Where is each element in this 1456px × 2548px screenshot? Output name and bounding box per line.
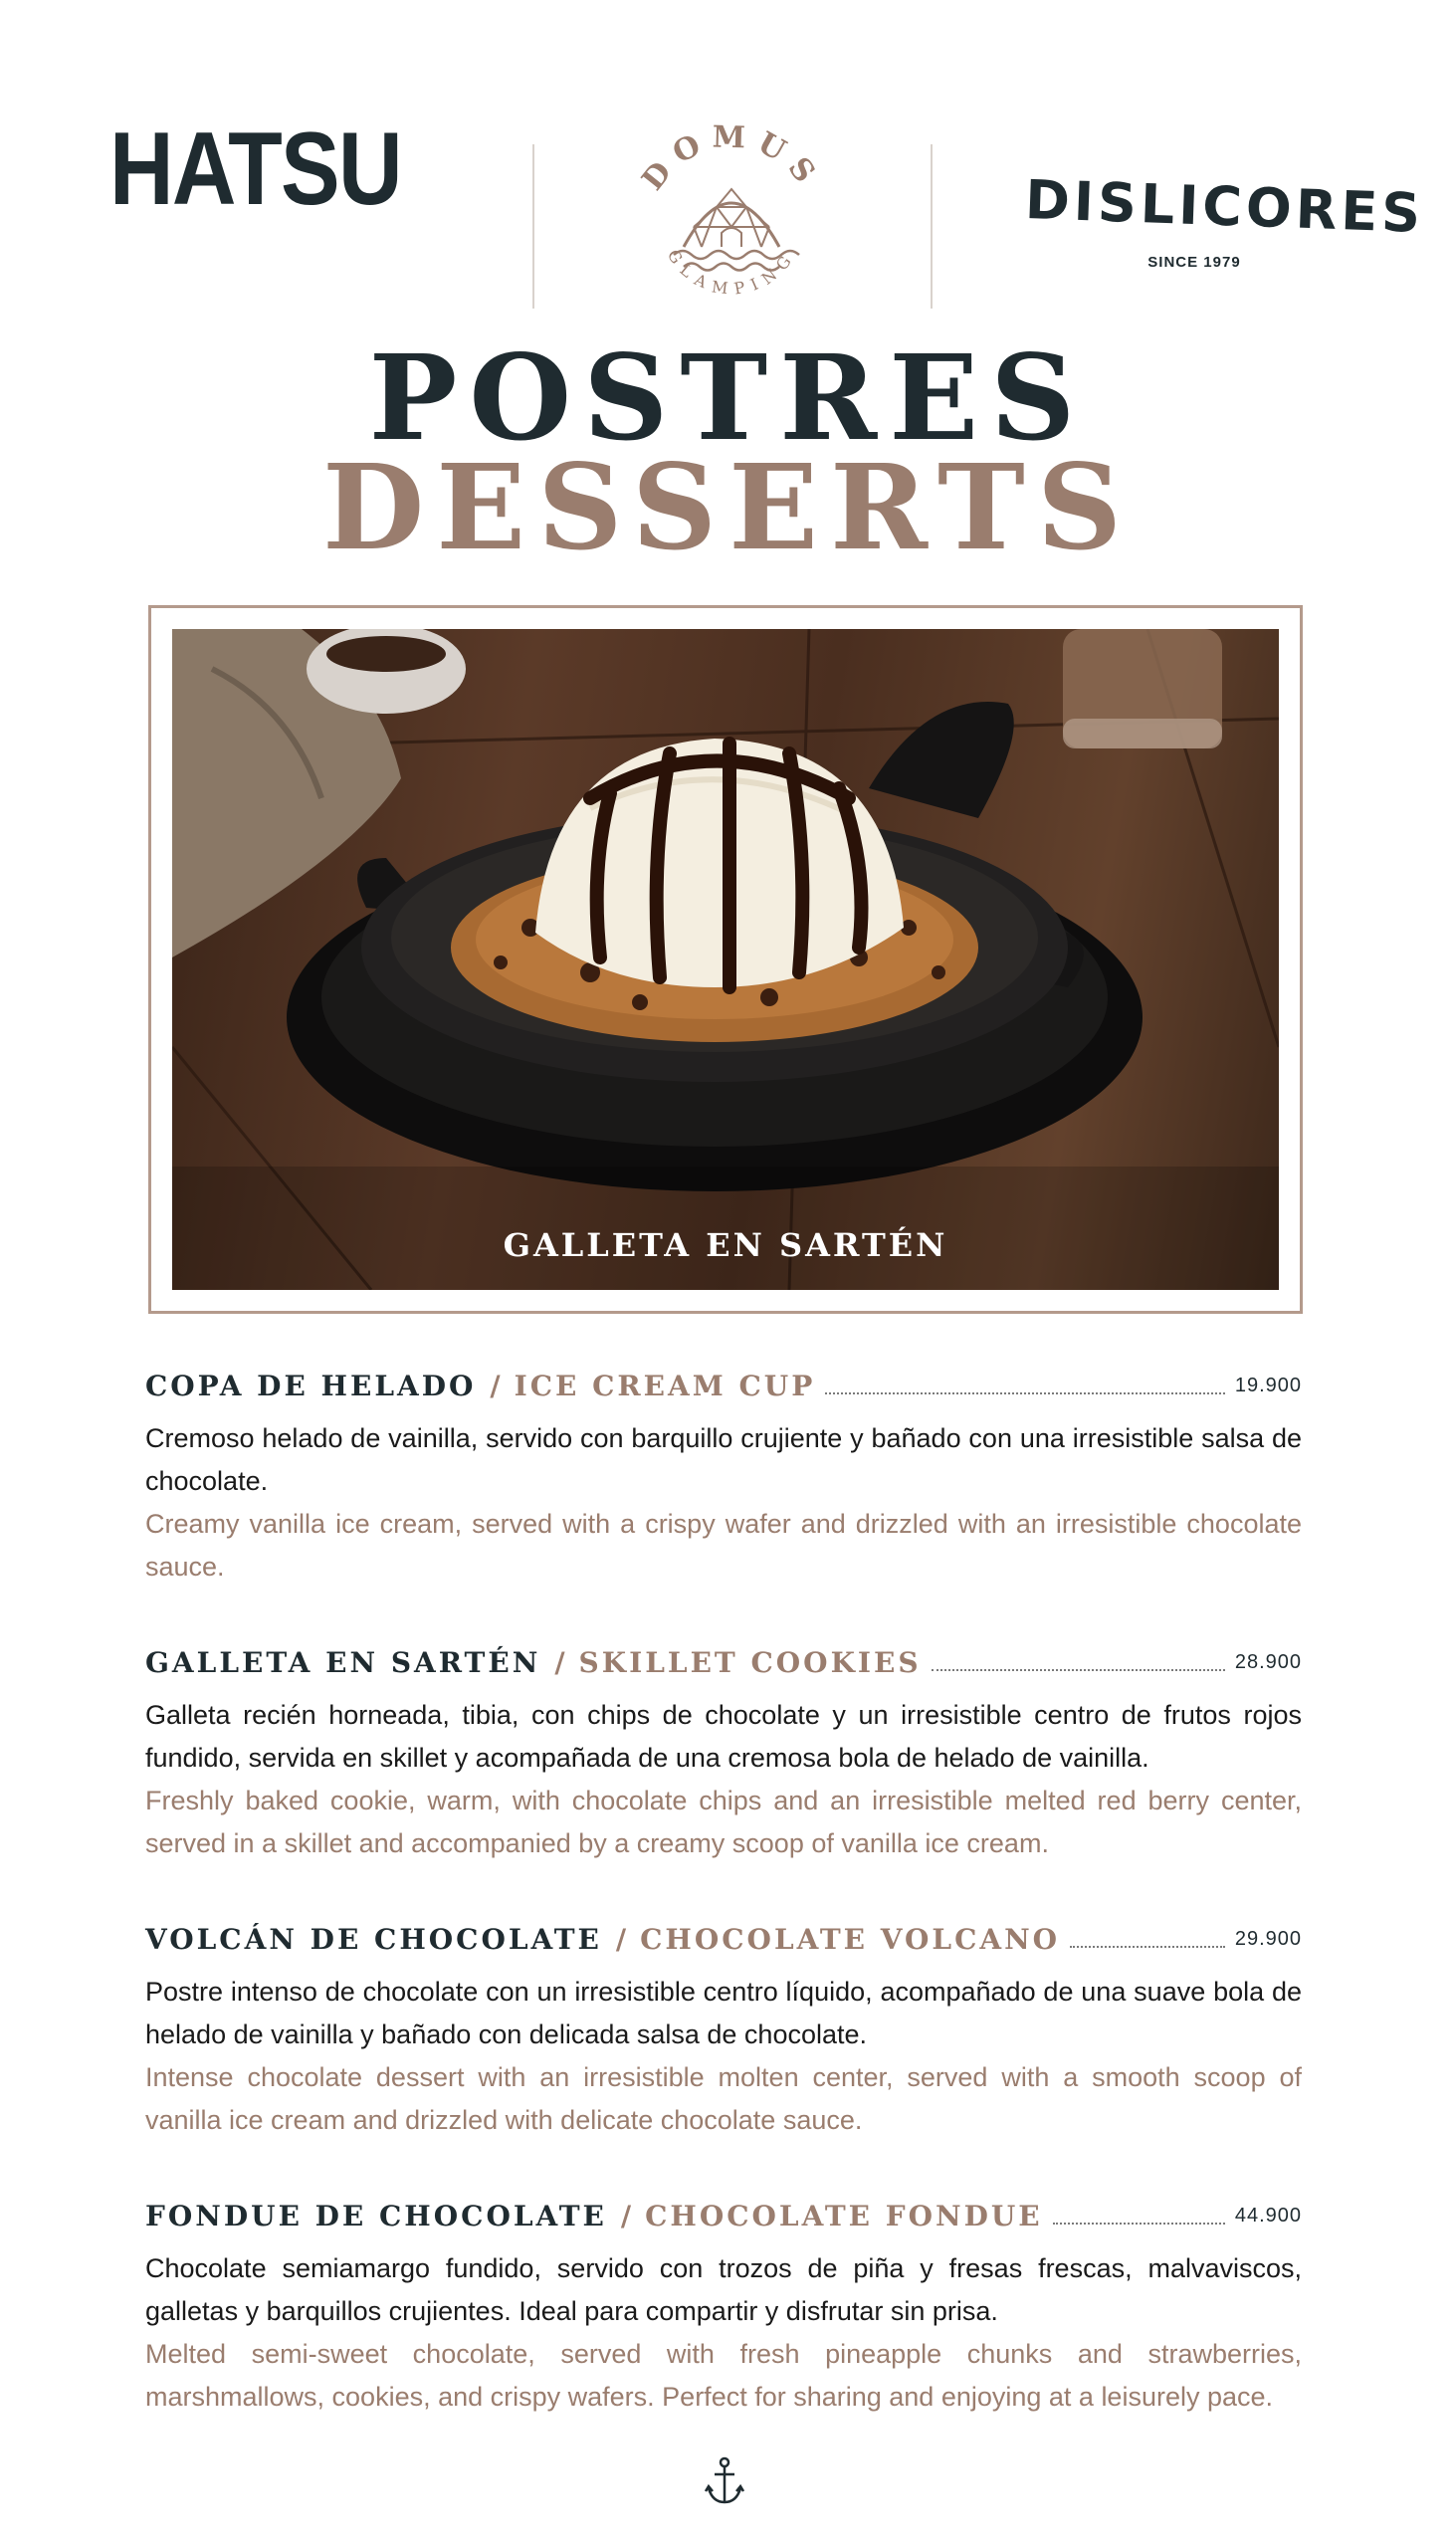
item-name-spanish: VOLCÁN DE CHOCOLATE: [145, 1922, 602, 1956]
domus-glamping-logo: [622, 119, 841, 338]
item-name-english: CHOCOLATE VOLCANO: [640, 1922, 1061, 1956]
logo-divider: [532, 144, 534, 309]
menu-item: [145, 1364, 1302, 1589]
item-description-english: Intense chocolate dessert with an irresistible molten center, served with a smooth scoop of vanilla ice cream and drizzled with delicate chocolate sauce.: [145, 2062, 1302, 2135]
menu-item: [145, 1917, 1302, 2142]
dessert-menu-list: [145, 1364, 1302, 2470]
svg-text:DOMUS: DOMUS: [635, 119, 828, 198]
item-description-english: Melted semi-sweet chocolate, served with fresh pineapple chunks and strawberries, marshmallows, cookies, and crispy wafers. Perfect for sharing and enjoying at a leisurely pace.: [145, 2339, 1302, 2412]
dislicores-since: SINCE 1979: [1147, 254, 1241, 271]
item-name-english: SKILLET COOKIES: [578, 1645, 922, 1679]
menu-item-header: [145, 2194, 1302, 2237]
dessert-illustration: [172, 629, 1279, 1290]
hatsu-logo: HATSU: [109, 111, 401, 227]
page-title-english: DESSERTS: [321, 438, 1135, 576]
item-description-spanish: Postre intenso de chocolate con un irresistible centro líquido, acompañado de una suave bola de helado de vainilla y bañado con delicada salsa de chocolate.: [145, 1977, 1302, 2049]
item-description-english: Creamy vanilla ice cream, served with a crispy wafer and drizzled with an irresistible chocolate sauce.: [145, 1509, 1302, 1582]
name-separator: /: [554, 1645, 565, 1679]
item-name-english: CHOCOLATE FONDUE: [645, 2199, 1043, 2232]
item-name-spanish: FONDUE DE CHOCOLATE: [145, 2199, 607, 2232]
menu-item-header: [145, 1917, 1302, 1961]
menu-item-header: [145, 1364, 1302, 1407]
name-separator: /: [615, 1922, 627, 1956]
menu-item: [145, 1640, 1302, 1865]
item-price: 44.900: [1234, 2204, 1302, 2227]
name-separator: /: [620, 2199, 632, 2232]
item-price: 29.900: [1234, 1927, 1302, 1950]
skillet-cookie-photo: [172, 629, 1279, 1290]
anchor-icon: [703, 2456, 746, 2508]
item-name-spanish: GALLETA EN SARTÉN: [145, 1645, 541, 1679]
logo-divider: [931, 144, 933, 309]
dislicores-wordmark: DISLICORES: [1024, 168, 1426, 246]
dot-leader: [1053, 2223, 1225, 2225]
name-separator: /: [490, 1369, 501, 1402]
dot-leader: [932, 1669, 1225, 1671]
page-title-spanish: POSTRES: [368, 328, 1088, 467]
item-name-spanish: COPA DE HELADO: [145, 1369, 477, 1402]
brand-logos-row: [0, 60, 1456, 300]
feature-photo-frame: [148, 605, 1303, 1314]
svg-text:GLAMPING: GLAMPING: [663, 246, 800, 300]
item-description-spanish: Galleta recién horneada, tibia, con chips de chocolate y un irresistible centro de frutos rojos fundido, servida en skillet y acompañada de una cremosa bola de helado de vainilla.: [145, 1700, 1302, 1773]
item-description-spanish: Chocolate semiamargo fundido, servido con trozos de piña y fresas frescas, malvaviscos, galletas y barquillos crujientes. Ideal para compartir y disfrutar sin prisa.: [145, 2253, 1302, 2326]
item-price: 19.900: [1234, 1374, 1302, 1396]
item-name-english: ICE CREAM CUP: [514, 1369, 816, 1402]
item-price: 28.900: [1234, 1650, 1302, 1673]
item-description-spanish: Cremoso helado de vainilla, servido con barquillo crujiente y bañado con una irresistible salsa de chocolate.: [145, 1423, 1302, 1496]
menu-item-header: [145, 1640, 1302, 1684]
dot-leader: [825, 1392, 1225, 1394]
dislicores-logo: [1024, 168, 1426, 294]
menu-item: [145, 2194, 1302, 2419]
item-description-english: Freshly baked cookie, warm, with chocolate chips and an irresistible melted red berry center, served in a skillet and accompanied by a creamy scoop of vanilla ice cream.: [145, 1786, 1302, 1858]
dot-leader: [1070, 1946, 1225, 1948]
photo-caption: GALLETA EN SARTÉN: [503, 1226, 948, 1264]
